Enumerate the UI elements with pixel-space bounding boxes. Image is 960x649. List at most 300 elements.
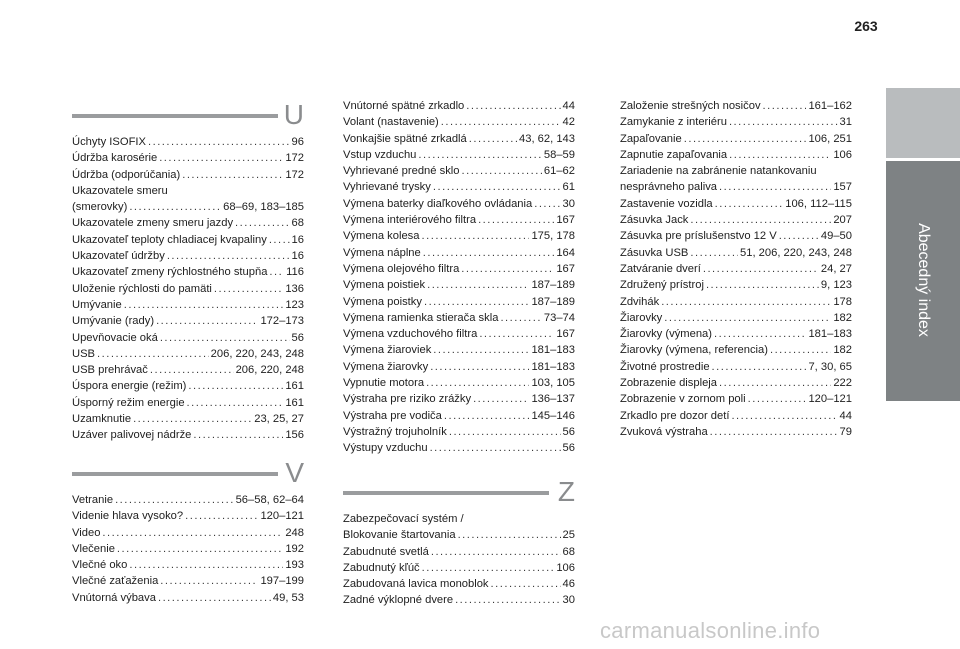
index-entry-term: Uloženie rýchlosti do pamäti xyxy=(72,282,212,295)
index-entry xyxy=(72,330,304,346)
index-entry xyxy=(72,281,304,297)
index-entry-pages: 68–69, 183–185 xyxy=(223,201,304,214)
index-entry-term: Zadné výklopné dvere xyxy=(343,594,454,607)
index-entry xyxy=(343,408,575,424)
index-entry-term: Úspora energie (režim) xyxy=(72,380,187,393)
dot-leader xyxy=(430,440,561,456)
dot-leader xyxy=(426,375,529,391)
index-entry-term: Výstraha pre riziko zrážky xyxy=(343,393,472,406)
index-entry-term: Vypnutie motora xyxy=(343,377,425,390)
index-entry-pages: 192 xyxy=(285,542,304,555)
index-column-3 xyxy=(620,98,852,440)
dot-leader xyxy=(185,508,258,524)
index-entry-pages: 31 xyxy=(839,116,852,129)
dot-leader xyxy=(714,326,806,342)
index-entry xyxy=(620,131,852,147)
index-entry xyxy=(343,544,575,560)
index-entry-term: Vnútorné spätné zrkadlo xyxy=(343,100,465,112)
index-entry-pages: 68 xyxy=(562,545,575,558)
dot-leader xyxy=(423,245,555,261)
index-entry xyxy=(72,215,304,231)
dot-leader xyxy=(150,362,234,378)
index-entry-pages: 103, 105 xyxy=(531,377,575,390)
dot-leader xyxy=(235,215,290,231)
index-entry-term: Umývanie xyxy=(72,298,122,311)
index-entry-term: Zastavenie vozidla xyxy=(620,197,713,210)
index-entry-term: Výmena olejového filtra xyxy=(343,262,460,275)
index-entry xyxy=(72,557,304,573)
dot-leader xyxy=(462,163,542,179)
index-entry-term: Vyhrievané predné sklo xyxy=(343,165,460,178)
index-entry-pages: 56–58, 62–64 xyxy=(235,494,304,506)
dot-leader xyxy=(269,264,284,280)
side-tab-label: Abecedný index xyxy=(915,223,932,337)
dot-leader xyxy=(433,342,529,358)
dot-leader xyxy=(124,297,284,313)
index-entry-pages: 222 xyxy=(833,377,852,390)
index-entry xyxy=(620,342,852,358)
index-entry xyxy=(343,163,575,179)
index-entry xyxy=(343,294,575,310)
dot-leader xyxy=(187,395,284,411)
dot-leader xyxy=(102,525,283,541)
dot-leader xyxy=(690,212,831,228)
index-entry xyxy=(72,134,304,150)
dot-leader xyxy=(748,391,807,407)
index-entry xyxy=(72,346,304,362)
section-header-u xyxy=(72,100,304,130)
dot-leader xyxy=(449,424,561,440)
index-entry-pages: 42 xyxy=(562,116,575,129)
index-entry-term: Zrkadlo pre dozor detí xyxy=(620,409,730,422)
index-entry-pages: 167 xyxy=(556,262,575,275)
index-entry-term: Výmena interiérového filtra xyxy=(343,214,477,227)
index-entry xyxy=(343,576,575,592)
index-entry xyxy=(343,527,575,543)
index-entry xyxy=(343,196,575,212)
index-entry-pages: 24, 27 xyxy=(820,262,852,275)
index-entry-term: USB prehrávač xyxy=(72,364,148,377)
index-entry xyxy=(72,411,304,427)
index-entry xyxy=(72,492,304,508)
index-entry-pages: 161 xyxy=(285,396,304,409)
index-entry-term: Vlečné zaťaženia xyxy=(72,575,159,588)
index-entry-pages: 182 xyxy=(833,344,852,357)
index-entry xyxy=(72,150,304,166)
index-entry-pages: 182 xyxy=(833,311,852,324)
index-entry xyxy=(343,391,575,407)
index-entry-term: Výstraha pre vodiča xyxy=(343,409,442,422)
section-header-v xyxy=(72,458,304,488)
dot-leader xyxy=(731,408,837,424)
dot-leader xyxy=(770,342,831,358)
index-entry-term: Ukazovateľ zmeny rýchlostného stupňa xyxy=(72,266,268,279)
index-entry xyxy=(72,297,304,313)
index-entry-term: Zabudnuté svetlá xyxy=(343,545,429,558)
index-entry-term: Zdvihák xyxy=(620,295,660,308)
index-entry-term: Združený prístroj xyxy=(620,279,704,292)
dot-leader xyxy=(158,590,271,606)
index-entry-pages: 178 xyxy=(833,295,852,308)
index-entry xyxy=(343,98,575,114)
index-list-z-continued xyxy=(620,98,852,440)
index-entry-pages: 51, 206, 220, 243, 248 xyxy=(740,246,852,259)
index-entry xyxy=(620,147,852,163)
index-entry-pages: 172–173 xyxy=(260,315,304,328)
dot-leader xyxy=(269,232,290,248)
dot-leader xyxy=(779,228,819,244)
dot-leader xyxy=(763,98,807,114)
index-entry-term: Ukazovateľ teploty chladiacej kvapaliny xyxy=(72,233,267,246)
index-entry xyxy=(72,395,304,411)
index-entry-term: Výmena poistiek xyxy=(343,279,426,292)
dot-leader xyxy=(424,294,529,310)
index-entry-pages: 120–121 xyxy=(260,510,304,523)
index-entry xyxy=(72,508,304,524)
index-entry xyxy=(343,228,575,244)
index-entry-pages: 156 xyxy=(285,429,304,442)
index-entry-term: Zatváranie dverí xyxy=(620,262,701,275)
dot-leader xyxy=(661,294,831,310)
dot-leader xyxy=(129,199,221,215)
index-entry-pages: 167 xyxy=(556,328,575,341)
index-entry-term: Videnie hlava vysoko? xyxy=(72,510,184,523)
index-entry-term: Údržba karosérie xyxy=(72,152,158,165)
index-entry xyxy=(343,560,575,576)
dot-leader xyxy=(729,114,838,130)
index-entry-pages: 61–62 xyxy=(543,165,575,178)
index-entry xyxy=(620,261,852,277)
index-entry-term: Žiarovky (výmena) xyxy=(620,328,713,341)
index-entry-pages: 106, 112–115 xyxy=(785,197,852,210)
dot-leader xyxy=(469,131,517,147)
index-entry-term: Výstražný trojuholník xyxy=(343,425,447,438)
index-entry-term: Založenie strešných nosičov xyxy=(620,100,761,112)
index-entry xyxy=(343,179,575,195)
dot-leader xyxy=(167,248,290,264)
index-entry xyxy=(620,326,852,342)
index-entry xyxy=(620,294,852,310)
dot-leader xyxy=(491,576,561,592)
dot-leader xyxy=(703,261,819,277)
index-entry-pages: 181–183 xyxy=(808,328,852,341)
index-entry: Ukazovatele smeru xyxy=(72,184,168,197)
index-entry-term: Žiarovky xyxy=(620,311,663,324)
dot-leader xyxy=(160,573,258,589)
index-entry-term: Zásuvka Jack xyxy=(620,214,689,227)
index-entry-term: (smerovky) xyxy=(72,201,128,214)
page-number: 263 xyxy=(854,18,878,34)
dot-leader xyxy=(148,134,290,150)
index-entry xyxy=(72,573,304,589)
index-entry xyxy=(72,525,304,541)
index-entry-pages: 106 xyxy=(556,561,575,574)
index-column-1 xyxy=(72,100,304,444)
section-letter-v: V xyxy=(285,457,304,488)
index-entry-term: Výmena vzduchového filtra xyxy=(343,328,478,341)
index-entry xyxy=(72,378,304,394)
index-entry xyxy=(343,424,575,440)
index-entry-term: Úsporný režim energie xyxy=(72,396,185,409)
index-entry-term: Vnútorná výbava xyxy=(72,591,156,604)
index-entry-pages: 46 xyxy=(562,578,575,591)
index-entry-pages: 30 xyxy=(562,594,575,607)
index-entry xyxy=(343,114,575,130)
index-entry-term: Výmena žiarovky xyxy=(343,360,429,373)
index-entry-pages: 157 xyxy=(833,181,852,194)
index-entry-term: Zobrazenie v zornom poli xyxy=(620,393,746,406)
index-entry xyxy=(343,592,575,608)
index-entry-term: Vlečné oko xyxy=(72,559,128,572)
index-entry-term: Výmena náplne xyxy=(343,246,421,259)
index-entry-pages: 175, 178 xyxy=(531,230,575,243)
dot-leader xyxy=(214,281,283,297)
index-entry-pages: 56 xyxy=(291,331,304,344)
index-entry-pages: 172 xyxy=(285,152,304,165)
index-entry xyxy=(72,248,304,264)
index-entry-term: Vetranie xyxy=(72,494,114,506)
index-entry xyxy=(343,147,575,163)
index-entry xyxy=(343,212,575,228)
index-entry-pages: 181–183 xyxy=(531,360,575,373)
dot-leader xyxy=(479,326,554,342)
index-entry-pages: 164 xyxy=(556,246,575,259)
index-entry-pages: 58–59 xyxy=(543,148,575,161)
index-entry xyxy=(343,310,575,326)
index-entry-term: Zásuvka pre príslušenstvo 12 V xyxy=(620,230,777,243)
index-entry-pages: 79 xyxy=(839,425,852,438)
index-entry xyxy=(620,98,852,114)
index-entry-pages: 181–183 xyxy=(531,344,575,357)
index-entry xyxy=(620,212,852,228)
index-entry xyxy=(620,424,852,440)
index-entry-pages: 193 xyxy=(285,559,304,572)
index-column-2 xyxy=(343,98,575,457)
index-entry-pages: 49, 53 xyxy=(272,591,304,604)
index-entry-pages: 56 xyxy=(562,442,575,455)
index-entry-pages: 207 xyxy=(833,214,852,227)
index-entry-pages: 96 xyxy=(291,136,304,148)
index-entry-term: Výmena kolesa xyxy=(343,230,420,243)
index-column-1-v xyxy=(72,458,304,606)
dot-leader xyxy=(431,544,561,560)
dot-leader xyxy=(433,179,561,195)
index-entry: Zabezpečovací systém / xyxy=(343,513,464,525)
index-entry-pages: 187–189 xyxy=(531,279,575,292)
index-entry-term: Upevňovacie oká xyxy=(72,331,158,344)
index-entry xyxy=(343,131,575,147)
index-entry-term: Zobrazenie displeja xyxy=(620,377,718,390)
index-entry xyxy=(343,277,575,293)
index-entry-term: Žiarovky (výmena, referencia) xyxy=(620,344,768,357)
index-entry xyxy=(343,261,575,277)
dot-leader xyxy=(188,378,283,394)
index-list-v-continued xyxy=(343,98,575,457)
index-entry-pages: 7, 30, 65 xyxy=(808,360,852,373)
index-entry xyxy=(620,391,852,407)
dot-leader xyxy=(473,391,529,407)
index-entry-pages: 116 xyxy=(286,266,304,279)
index-entry-pages: 136 xyxy=(285,282,304,295)
index-entry-term: Výstupy vzduchu xyxy=(343,442,428,455)
dot-leader xyxy=(182,167,283,183)
index-entry-term: Zabudnutý kľúč xyxy=(343,561,420,574)
dot-leader xyxy=(444,408,530,424)
dot-leader xyxy=(430,359,529,375)
index-entry-pages: 25 xyxy=(562,529,575,542)
index-entry-term: Zapaľovanie xyxy=(620,132,682,145)
index-entry-pages: 106 xyxy=(833,148,852,161)
index-entry-pages: 49–50 xyxy=(820,230,852,243)
section-letter-z: Z xyxy=(557,476,575,507)
index-entry-pages: 161–162 xyxy=(808,100,852,112)
index-entry-pages: 44 xyxy=(562,100,575,112)
index-entry xyxy=(620,310,852,326)
index-entry xyxy=(620,359,852,375)
dot-leader xyxy=(719,375,831,391)
dot-leader xyxy=(117,541,283,557)
dot-leader xyxy=(500,310,541,326)
dot-leader xyxy=(160,330,290,346)
index-entry-term: Údržba (odporúčania) xyxy=(72,168,181,181)
section-header-z xyxy=(343,477,575,507)
dot-leader xyxy=(478,212,554,228)
dot-leader xyxy=(690,245,738,261)
dot-leader xyxy=(156,313,258,329)
index-entry-pages: 61 xyxy=(562,181,575,194)
index-entry xyxy=(72,232,304,248)
watermark: carmanualsonline.info xyxy=(600,618,821,643)
section-rule xyxy=(72,114,278,118)
index-entry-term: Zabudovaná lavica monoblok xyxy=(343,578,489,591)
section-letter-u: U xyxy=(283,99,304,130)
dot-leader xyxy=(684,131,807,147)
dot-leader xyxy=(97,346,209,362)
index-entry-pages: 248 xyxy=(285,526,304,539)
index-entry-term: Video xyxy=(72,526,101,539)
index-entry-pages: 161 xyxy=(285,380,304,393)
index-entry xyxy=(343,440,575,456)
index-entry-term: Vyhrievané trysky xyxy=(343,181,431,194)
index-entry-pages: 106, 251 xyxy=(808,132,852,145)
dot-leader xyxy=(193,427,283,443)
index-entry xyxy=(343,359,575,375)
dot-leader xyxy=(715,196,784,212)
index-entry-pages: 56 xyxy=(562,425,575,438)
index-entry-term: Zásuvka USB xyxy=(620,246,689,259)
index-entry xyxy=(343,375,575,391)
index-entry-term: Vstup vzduchu xyxy=(343,148,417,161)
index-entry xyxy=(72,313,304,329)
index-entry-term: Vonkajšie spätné zrkadlá xyxy=(343,132,467,145)
index-entry-term: Výmena ramienka stierača skla xyxy=(343,311,499,324)
dot-leader xyxy=(466,98,560,114)
index-entry-pages: 23, 25, 27 xyxy=(254,413,304,426)
dot-leader xyxy=(458,527,561,543)
index-entry-pages: 73–74 xyxy=(543,311,575,324)
dot-leader xyxy=(159,150,283,166)
index-entry-pages: 206, 220, 248 xyxy=(235,364,304,377)
index-entry-pages: 9, 123 xyxy=(820,279,852,292)
index-entry-pages: 206, 220, 243, 248 xyxy=(210,347,304,360)
section-rule xyxy=(72,472,278,476)
index-entry-pages: 68 xyxy=(291,217,304,230)
index-entry-term: Vlečenie xyxy=(72,542,115,555)
index-entry-term: Ukazovatele zmeny smeru jazdy xyxy=(72,217,234,230)
index-entry-term: Ukazovateľ údržby xyxy=(72,250,165,263)
index-entry-term: Volant (nastavenie) xyxy=(343,116,439,129)
index-entry-pages: 16 xyxy=(291,250,304,263)
index-entry-term: Umývanie (rady) xyxy=(72,315,155,328)
index-entry-pages: 187–189 xyxy=(531,295,575,308)
index-entry xyxy=(72,167,304,183)
index-column-2-z xyxy=(343,477,575,609)
index-entry-term: Zapnutie zapaľovania xyxy=(620,148,728,161)
index-entry-pages: 43, 62, 143 xyxy=(519,132,575,145)
dot-leader xyxy=(115,492,234,508)
index-entry xyxy=(72,541,304,557)
dot-leader xyxy=(719,179,831,195)
index-entry-pages: 16 xyxy=(291,233,304,246)
dot-leader xyxy=(133,411,252,427)
index-entry xyxy=(72,427,304,443)
index-entry-pages: 44 xyxy=(839,409,852,422)
index-entry-term: Zamykanie z interiéru xyxy=(620,116,727,129)
index-entry xyxy=(72,362,304,378)
index-entry-pages: 123 xyxy=(285,298,304,311)
index-list-v xyxy=(72,492,304,606)
index-entry-term: Uzamknutie xyxy=(72,413,132,426)
index-entry xyxy=(620,196,852,212)
dot-leader xyxy=(129,557,283,573)
index-entry-pages: 197–199 xyxy=(260,575,304,588)
index-entry: Zariadenie na zabránenie natankovaniu xyxy=(620,165,817,178)
index-entry-term: USB xyxy=(72,347,96,360)
index-entry xyxy=(72,590,304,606)
index-entry-pages: 30 xyxy=(562,197,575,210)
index-entry-pages: 167 xyxy=(556,214,575,227)
index-entry-pages: 120–121 xyxy=(808,393,852,406)
dot-leader xyxy=(455,592,560,608)
index-entry xyxy=(620,277,852,293)
index-entry-term: Výmena poistky xyxy=(343,295,422,308)
index-entry xyxy=(620,375,852,391)
index-list-z xyxy=(343,511,575,609)
section-rule xyxy=(343,491,549,495)
dot-leader xyxy=(534,196,560,212)
dot-leader xyxy=(664,310,831,326)
dot-leader xyxy=(712,359,807,375)
index-entry xyxy=(343,326,575,342)
index-entry-term: Výmena žiaroviek xyxy=(343,344,432,357)
dot-leader xyxy=(422,228,530,244)
index-entry xyxy=(620,179,852,195)
index-entry xyxy=(343,342,575,358)
index-list-u xyxy=(72,134,304,444)
dot-leader xyxy=(461,261,554,277)
index-entry-pages: 136–137 xyxy=(531,393,575,406)
index-entry xyxy=(72,199,304,215)
index-entry-pages: 145–146 xyxy=(531,409,575,422)
dot-leader xyxy=(441,114,561,130)
dot-leader xyxy=(710,424,838,440)
index-entry-term: Blokovanie štartovania xyxy=(343,529,456,542)
index-entry xyxy=(620,245,852,261)
index-entry-term: Životné prostredie xyxy=(620,360,710,373)
index-entry-pages: 172 xyxy=(285,168,304,181)
side-tab-decoration xyxy=(886,88,960,158)
index-entry-term: Úchyty ISOFIX xyxy=(72,136,146,148)
